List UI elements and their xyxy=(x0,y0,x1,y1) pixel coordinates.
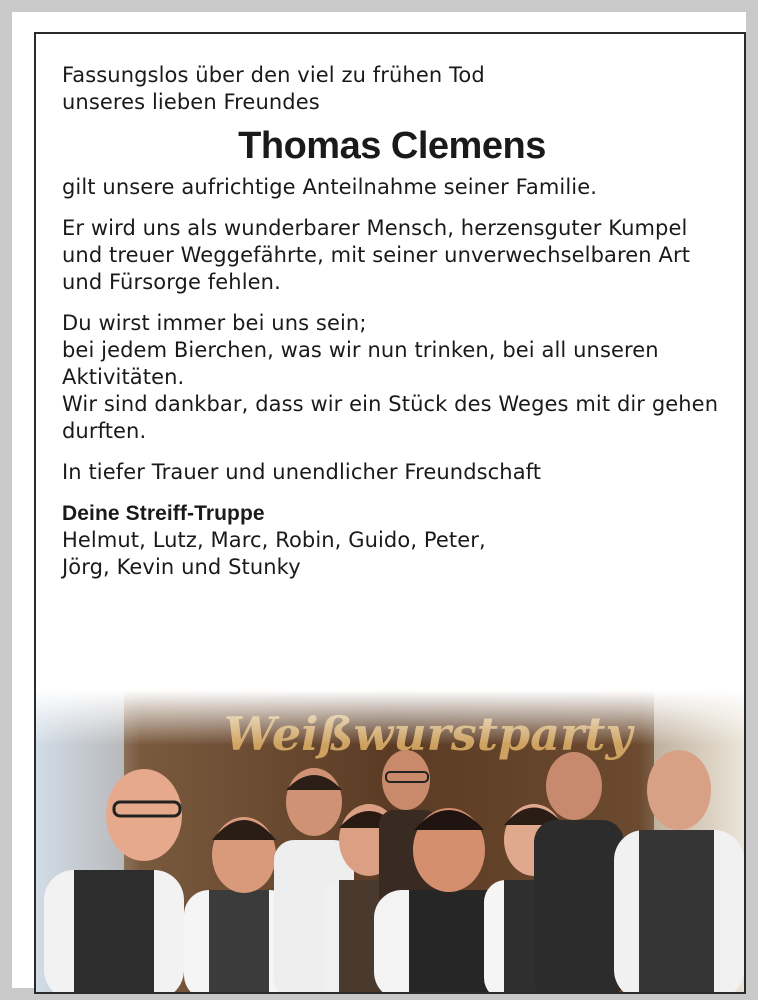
tribute-paragraph: Er wird uns als wunderbarer Mensch, herzensguter Kumpel und treuer Weggefährte, mit seiner unverwechselbaren Art und Fürsorge fehlen. xyxy=(62,216,691,294)
names-line-1: Helmut, Lutz, Marc, Robin, Guido, Peter, xyxy=(62,528,486,552)
farewell-line-1: Du wirst immer bei uns sein; xyxy=(62,311,367,335)
deceased-name: Thomas Clemens xyxy=(238,125,546,167)
obituary-frame xyxy=(34,32,746,994)
sympathy-line: gilt unsere aufrichtige Anteilnahme seiner Familie. xyxy=(62,175,597,199)
signature: Deine Streiff-Truppe xyxy=(62,502,265,525)
group-photo xyxy=(34,690,746,994)
names-line-2: Jörg, Kevin und Stunky xyxy=(62,555,301,579)
farewell-line-2: bei jedem Bierchen, was wir nun trinken, bei all unseren Aktivitäten. xyxy=(62,338,659,389)
intro-line-1: Fassungslos über den viel zu frühen Tod xyxy=(62,63,485,87)
obituary-card xyxy=(12,12,746,988)
farewell-line-3: Wir sind dankbar, dass wir ein Stück des Weges mit dir gehen durften. xyxy=(62,392,719,443)
closing-line: In tiefer Trauer und unendlicher Freundschaft xyxy=(62,460,542,484)
intro-line-2: unseres lieben Freundes xyxy=(62,90,320,114)
obituary-text xyxy=(62,62,722,581)
